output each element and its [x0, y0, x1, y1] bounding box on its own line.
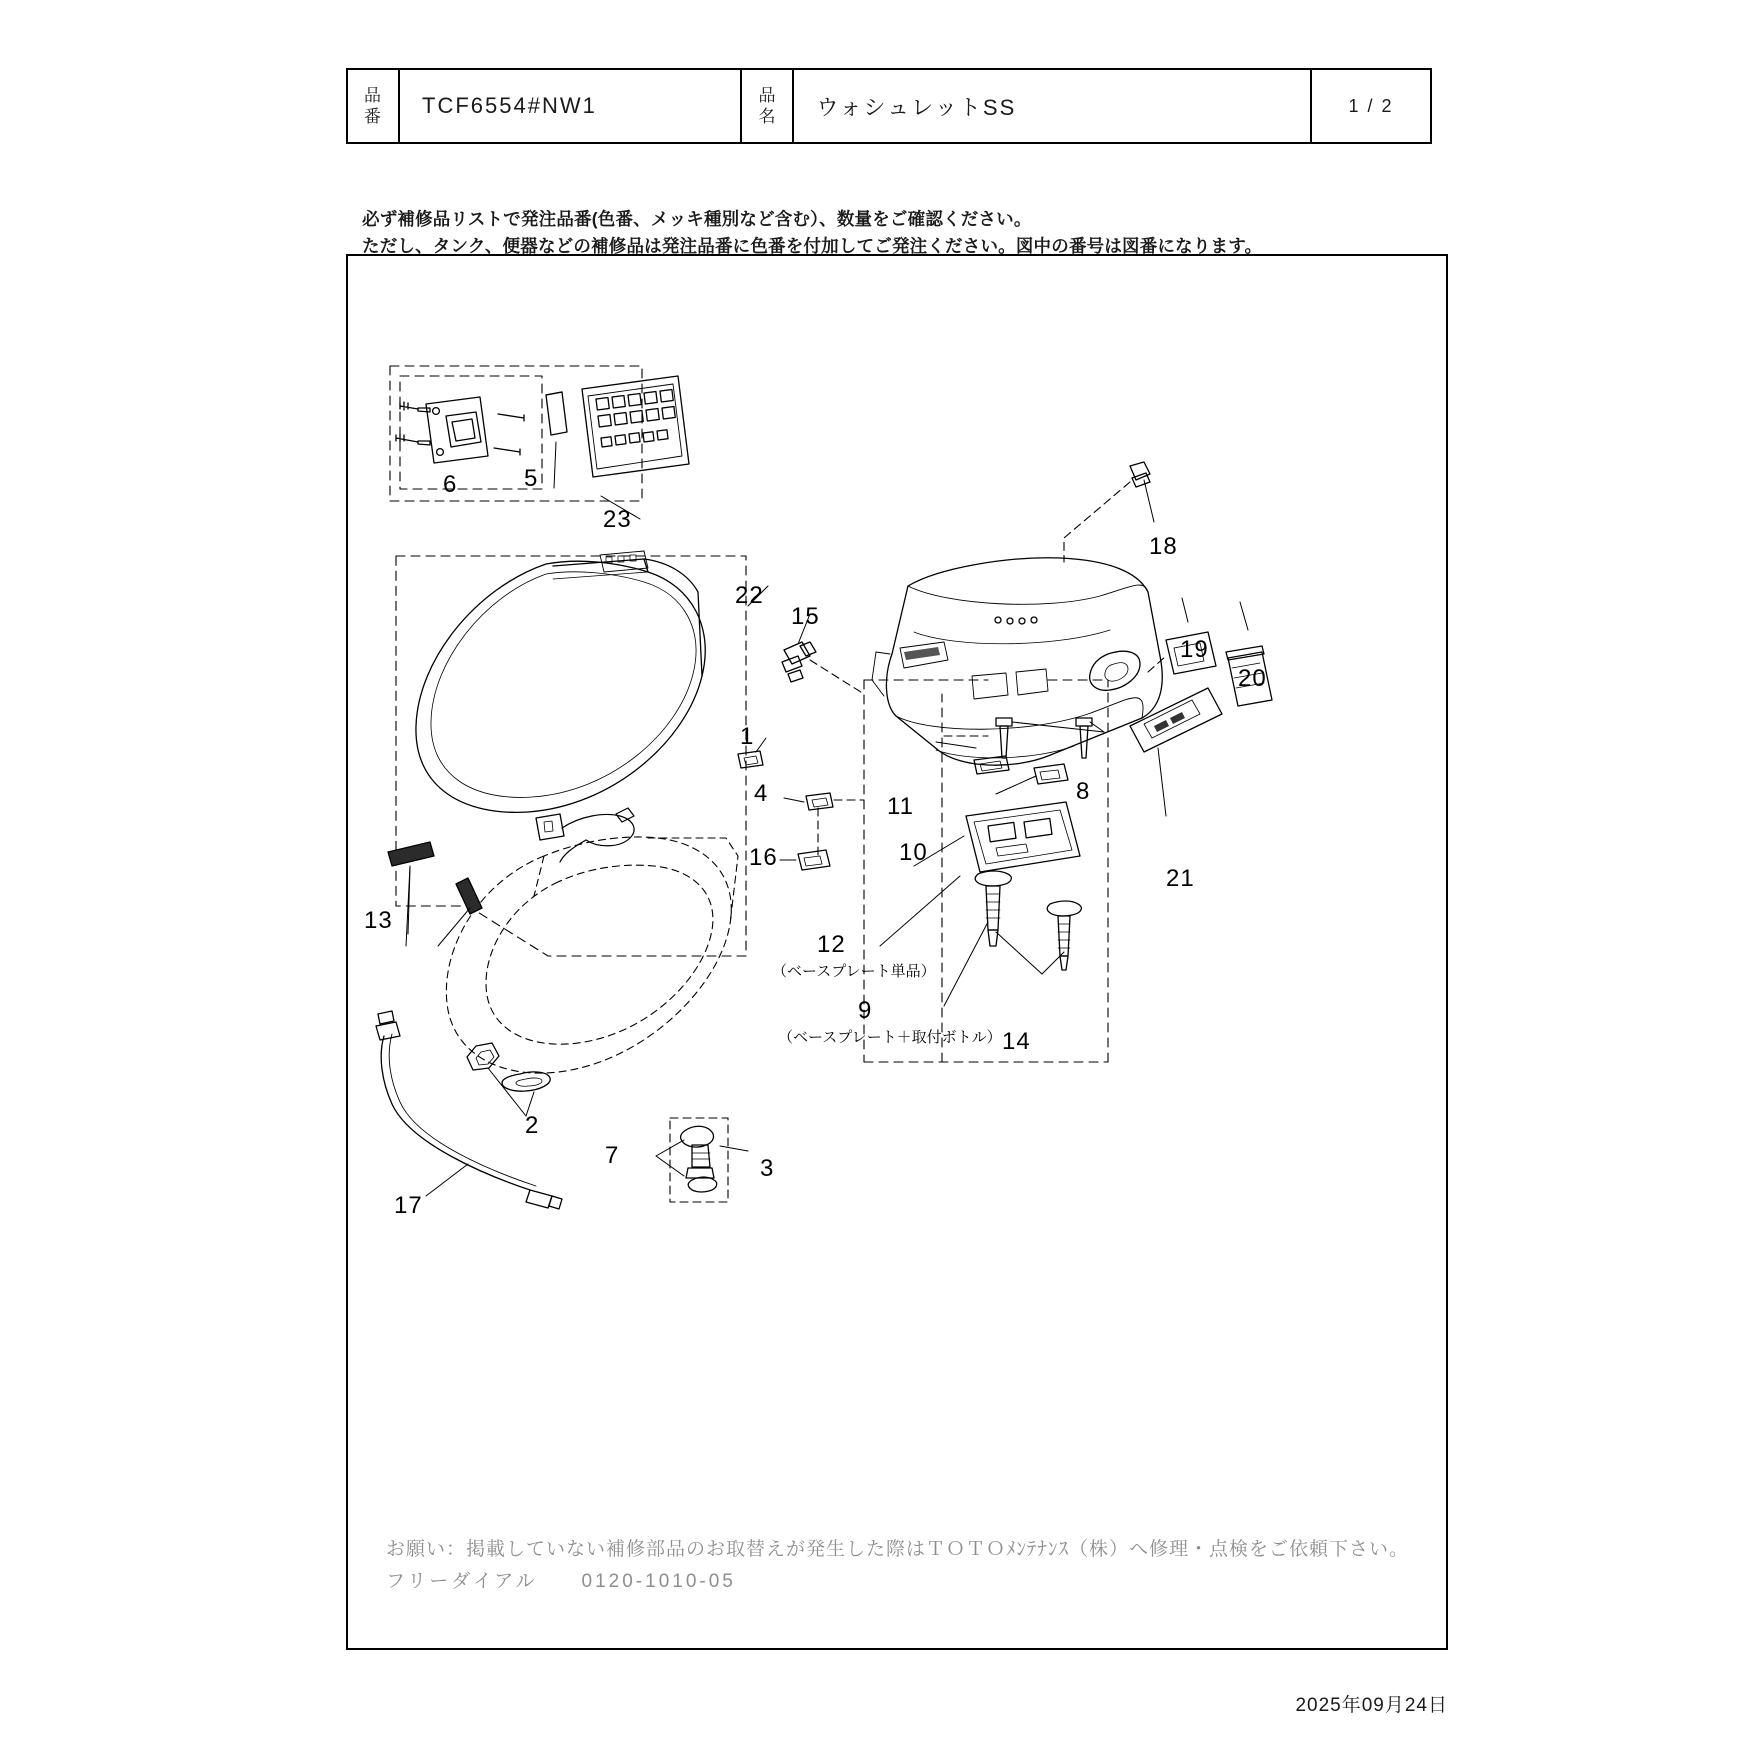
callout-14: 14 [1002, 1028, 1031, 1055]
date-stamp: 2025年09月24日 [1295, 1695, 1448, 1716]
exploded-diagram-frame [346, 254, 1448, 1650]
callout-18: 18 [1149, 533, 1178, 560]
title-block [346, 68, 1432, 144]
code-label-line2: 番 [364, 107, 382, 126]
callout-6: 6 [443, 471, 458, 498]
callout-8: 8 [1076, 778, 1091, 805]
callout-2: 2 [525, 1112, 540, 1139]
order-note-1: 必ず補修品リストで発注品番(色番、メッキ種別など含む）、数量をご確認ください。 [362, 209, 1032, 229]
callout-22: 22 [735, 582, 764, 609]
name-label-line1: 品 [758, 85, 777, 105]
callout-5: 5 [524, 465, 539, 492]
footnote-free-dial: フリーダイアル 0120-1010-05 [386, 1571, 736, 1592]
exploded-diagram [348, 256, 1446, 1648]
footnote-service-request: お願い：掲載していない補修部品のお取替えが発生した際はＴＯＴＯﾒﾝﾃﾅﾝｽ（株）へ修理・点検をご依頼下さい。 [386, 1539, 1410, 1560]
callout-9: 9 [858, 997, 873, 1024]
callout-4: 4 [754, 780, 769, 807]
name-label-line2: 名 [758, 107, 777, 126]
callout-21: 21 [1166, 865, 1195, 892]
callout-7: 7 [605, 1142, 620, 1169]
code-value-cell: TCF6554#NW1 [400, 70, 742, 142]
callout-20: 20 [1238, 665, 1267, 692]
name-value-cell: ウォシュレットSS [794, 70, 1312, 142]
name-label-cell [742, 70, 794, 142]
order-note-2: ただし、タンク、便器などの補修品は発注品番に色番を付加してご発注ください。図中の番号は図番になります。 [362, 236, 1263, 257]
code-label-cell [348, 70, 400, 142]
sublabel-base-plate-with-bolts: （ベースプレート＋取付ボトル） [778, 1029, 1002, 1046]
callout-23: 23 [603, 506, 632, 533]
callout-10: 10 [899, 839, 928, 866]
callout-16: 16 [749, 844, 778, 871]
callout-17: 17 [394, 1192, 423, 1219]
callout-15: 15 [791, 603, 820, 630]
callout-11: 11 [887, 793, 914, 820]
sublabel-base-plate-only: （ベースプレート単品） [772, 963, 936, 980]
code-label-line1: 品 [364, 85, 382, 105]
callout-12: 12 [817, 931, 846, 958]
callout-3: 3 [760, 1155, 775, 1182]
callout-19: 19 [1180, 636, 1209, 663]
callout-1: 1 [740, 723, 755, 750]
order-notes [362, 206, 1462, 260]
page-number-cell: 1 / 2 [1348, 95, 1394, 116]
callout-13: 13 [364, 907, 393, 934]
